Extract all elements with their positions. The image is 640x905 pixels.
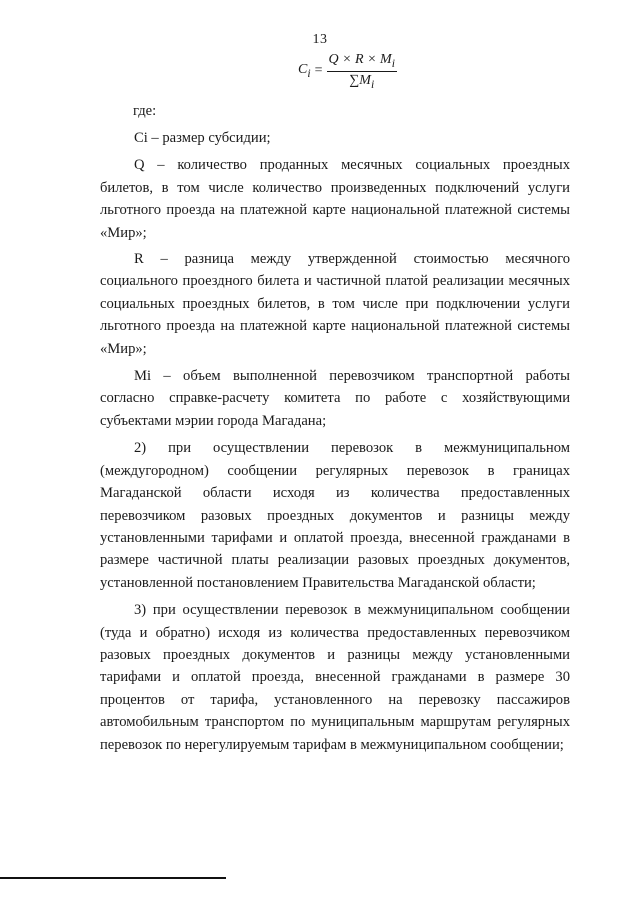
formula-lhs: $C_i$ (298, 62, 311, 81)
footer-rule (0, 877, 226, 879)
paragraph-r: R – разница между утвержденной стоимостью месячного социального проездного билета и частичной платой реализации месячных социальных проездных билетов, в том числе при подключении услуги льготного проезда на платежной карте национальной платежной системы «Мир»; (100, 251, 570, 357)
paragraph-q: Q – количество проданных месячных социальных проездных билетов, в том числе количество произведенных подключений услуги льготного проезда на платежной карте национальной платежной системы «Мир»; (100, 157, 570, 241)
where-label: где: (133, 103, 157, 119)
paragraph-item-3: 3) при осуществлении перевозок в межмуниципальном сообщении (туда и обратно) исходя из количества предоставленных перевозчиком разовых проездных документов и разницы между установленными тарифами и оплатой проезда, внесенной гражданами в размере 30 процентов от тарифа, установленного на перевозку пассажиров автомобильным транспортом по муниципальным маршрутам регулярных перевозок по нерегулируемым тарифам в межмуниципальном сообщении; (100, 602, 570, 753)
body-text (100, 127, 570, 756)
formula-equals: = (314, 63, 323, 79)
formula-denominator: $\sum M_i$ (349, 72, 375, 91)
paragraph-ci: Ci – размер субсидии; (134, 130, 271, 146)
subsidy-formula (298, 52, 397, 91)
formula-fraction (327, 52, 397, 91)
formula-numerator: $Q \times R \times M_i$ (328, 52, 395, 70)
page-number: 13 (312, 32, 328, 47)
paragraph-mi: Mi – объем выполненной перевозчиком транспортной работы согласно справке-расчету комитета по работе с хозяйствующими субъектами мэрии города Магадана; (100, 368, 570, 429)
paragraph-item-2: 2) при осуществлении перевозок в межмуниципальном (междугородном) сообщении регулярных перевозок в границах Магаданской области исходя из количества предоставленных перевозчиком разовых проездных документов и разницы между установленными тарифами и оплатой проезда, внесенной гражданами в размере частичной платы реализации разовых проездных документов, установленной постановлением Правительства Магаданской области; (100, 440, 570, 591)
